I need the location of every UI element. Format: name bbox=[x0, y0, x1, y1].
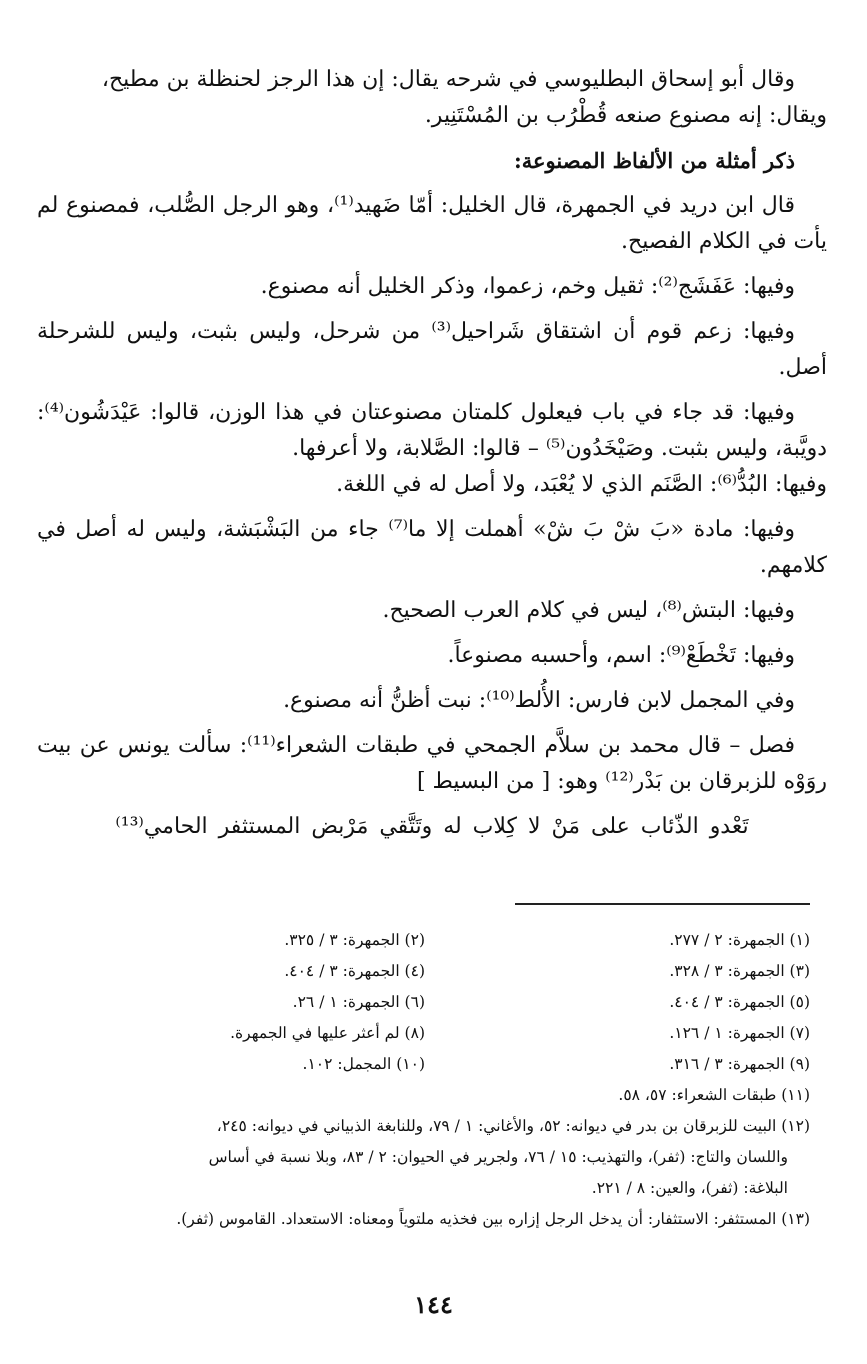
footnote-3: (٣) الجمهرة: ٣ / ٣٢٨. bbox=[669, 962, 810, 980]
paragraph-10: وفي المجمل لابن فارس: الأُلط⁽¹⁰⁾: نبت أظنُّ أنه مصنوع. bbox=[283, 688, 795, 713]
footnote-8: (٨) لم أعثر عليها في الجمهرة. bbox=[230, 1024, 425, 1042]
footnote-9: (٩) الجمهرة: ٣ / ٣١٦. bbox=[669, 1055, 810, 1073]
footnote-6: (٦) الجمهرة: ١ / ٢٦. bbox=[292, 993, 425, 1011]
paragraph-2: قال ابن دريد في الجمهرة، قال الخليل: أمّا ضَهيد⁽¹⁾، وهو الرجل الصُّلب، فمصنوع لم يأت في الكلام الفصيح. bbox=[37, 193, 827, 254]
paragraph-11: فصل – قال محمد بن سلاَّم الجمحي في طبقات الشعراء⁽¹¹⁾: سألت يونس عن بيت روَوْه للزبرقان بن بَدْر⁽¹²⁾ وهو: [ من البسيط ] bbox=[37, 733, 827, 794]
paragraph-8: وفيها: البتش⁽⁸⁾، ليس في كلام العرب الصحيح. bbox=[382, 598, 795, 623]
paragraph-7: وفيها: مادة «بَ شْ بَ شْ» أهملت إلا ما⁽⁷⁾ جاء من البَشْبَشة، وليس له أصل في كلامهم. bbox=[37, 517, 827, 578]
footnote-12-line-2: واللسان والتاج: (ثفر)، والتهذيب: ١٥ / ٧٦، ولجرير في الحيوان: ٢ / ٨٣، وبلا نسبة في أساس bbox=[208, 1148, 788, 1166]
paragraph-1-line-2: ويقال: إنه مصنوع صنعه قُطْرُب بن المُسْتَنِير. bbox=[424, 103, 827, 128]
footnote-12 bbox=[40, 1111, 810, 1204]
page-number: ١٤٤ bbox=[414, 1290, 453, 1319]
section-heading: ذكر أمثلة من الألفاظ المصنوعة: bbox=[513, 148, 795, 173]
paragraph-6-text: وفيها: البُدُّ⁽⁶⁾: الصَّنَم الذي لا يُعْبَد، ولا أصل له في اللغة. bbox=[336, 472, 827, 497]
paragraph-1 bbox=[37, 62, 827, 134]
footnote-divider bbox=[515, 903, 810, 905]
main-text bbox=[37, 62, 827, 854]
footnotes-grid bbox=[40, 925, 810, 1080]
footnote-1: (١) الجمهرة: ٢ / ٢٧٧. bbox=[669, 931, 810, 949]
footnote-2: (٢) الجمهرة: ٣ / ٣٢٥. bbox=[284, 931, 425, 949]
footnote-7: (٧) الجمهرة: ١ / ١٢٦. bbox=[669, 1024, 810, 1042]
paragraph-4: وفيها: زعم قوم أن اشتقاق شَراحيل⁽³⁾ من شرحل، وليس بثبت، وليس للشرحلة أصل. bbox=[37, 319, 827, 380]
footnotes bbox=[40, 925, 810, 1235]
paragraph-3: وفيها: عَفَشَج⁽²⁾: ثقيل وخم، زعموا، وذكر الخليل أنه مصنوع. bbox=[260, 274, 795, 299]
footnote-10: (١٠) المجمل: ١٠٢. bbox=[302, 1055, 425, 1073]
paragraph-9: وفيها: تَخْطَعْ⁽⁹⁾: اسم، وأحسبه مصنوعاً. bbox=[447, 643, 795, 668]
footnote-4: (٤) الجمهرة: ٣ / ٤٠٤. bbox=[284, 962, 425, 980]
footnote-11: (١١) طبقات الشعراء: ٥٧، ٥٨. bbox=[618, 1086, 810, 1104]
footnote-12-line-3: البلاغة: (ثفر)، والعين: ٨ / ٢٢١. bbox=[591, 1179, 788, 1197]
footnote-5: (٥) الجمهرة: ٣ / ٤٠٤. bbox=[669, 993, 810, 1011]
footnote-13: (١٣) المستثفر: الاستثفار: أن يدخل الرجل إزاره بين فخذيه ملتوياً ومعناه: الاستعداد. القاموس (ثفر). bbox=[176, 1210, 810, 1228]
paragraph-1-line-1: وقال أبو إسحاق البطليوسي في شرحه يقال: إن هذا الرجز لحنظلة بن مطيح، bbox=[101, 67, 795, 92]
paragraph-5-text: وفيها: قد جاء في باب فيعلول كلمتان مصنوعتان في هذا الوزن، قالوا: عَيْدَشُون⁽⁴⁾: دويَّبة، وليس بثبت. وصَيْخَدُون⁽⁵⁾ – قالوا: الصَّلابة، ولا أعرفها. bbox=[37, 400, 827, 461]
poem-verse: تَعْدو الذّئاب على مَنْ لا كِلاب له وتَتَّقي مَرْبض المستثفر الحامي⁽¹³⁾ bbox=[115, 814, 749, 839]
footnote-12-line-1: (١٢) البيت للزبرقان بن بدر في ديوانه: ٥٢، والأغاني: ١ / ٧٩، وللنابغة الذبياني في ديوانه: ٢٤٥، bbox=[216, 1117, 810, 1135]
paragraph-5 bbox=[37, 395, 827, 503]
